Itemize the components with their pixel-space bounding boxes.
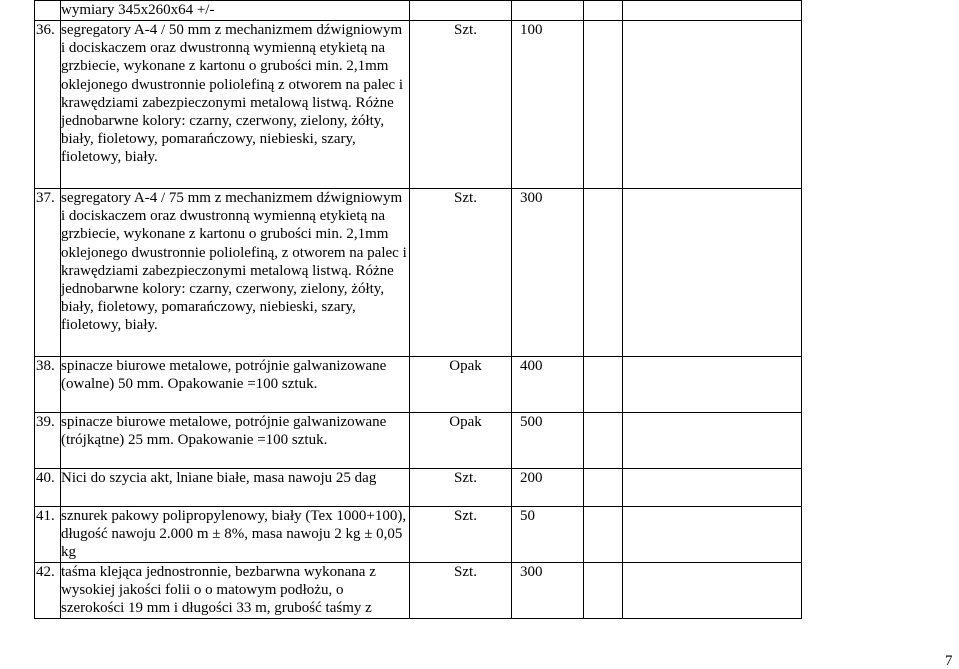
unit-cell: [410, 1, 512, 21]
table-row: [35, 469, 802, 507]
unit-cell: [410, 469, 512, 507]
row-unit: Szt.: [454, 470, 477, 486]
row-quantity: 300: [520, 190, 543, 206]
row-number-cell: [35, 357, 61, 413]
row-description: Nici do szycia akt, lniane białe, masa nawoju 25 dag: [61, 470, 377, 486]
description-cell: [61, 357, 410, 413]
value-cell: [623, 563, 802, 619]
unit-cell: [410, 21, 512, 189]
page-number: 7: [945, 653, 953, 669]
row-quantity: 200: [520, 470, 543, 486]
value-cell: [623, 413, 802, 469]
row-unit: Szt.: [454, 564, 477, 580]
table-row: [35, 563, 802, 619]
value-cell: [623, 507, 802, 563]
value-cell: [623, 189, 802, 357]
row-number-cell: [35, 507, 61, 563]
row-number: 40.: [36, 470, 55, 486]
quantity-cell: [512, 357, 584, 413]
row-number: 39.: [36, 414, 55, 430]
value-cell: [623, 1, 802, 21]
row-number-cell: [35, 1, 61, 21]
row-quantity: 300: [520, 564, 543, 580]
quantity-cell: [512, 21, 584, 189]
description-cell: [61, 413, 410, 469]
table-row: [35, 21, 802, 189]
description-cell: [61, 563, 410, 619]
description-cell: [61, 507, 410, 563]
value-cell: [623, 357, 802, 413]
description-cell: [61, 189, 410, 357]
row-description: taśma klejąca jednostronnie, bezbarwna wykonana z wysokiej jakości folii o o matowym podłożu, o szerokości 19 mm i długości 33 m, grubość taśmy z: [61, 564, 376, 617]
row-number: 41.: [36, 508, 55, 524]
row-quantity: 100: [520, 22, 543, 38]
row-unit: Szt.: [454, 190, 477, 206]
price-cell: [584, 469, 623, 507]
unit-cell: [410, 189, 512, 357]
description-cell: [61, 1, 410, 21]
price-cell: [584, 507, 623, 563]
row-unit: Opak: [449, 414, 482, 430]
table-row: [35, 507, 802, 563]
table-row: [35, 357, 802, 413]
row-number-cell: [35, 413, 61, 469]
quantity-cell: [512, 189, 584, 357]
row-quantity: 50: [520, 508, 535, 524]
unit-cell: [410, 507, 512, 563]
quantity-cell: [512, 413, 584, 469]
unit-cell: [410, 563, 512, 619]
row-description: spinacze biurowe metalowe, potrójnie galwanizowane (trójkątne) 25 mm. Opakowanie =100 sztuk.: [61, 414, 387, 449]
row-quantity: 400: [520, 358, 543, 374]
price-cell: [584, 21, 623, 189]
row-description: segregatory A-4 / 75 mm z mechanizmem dźwigniowym i dociskaczem oraz dwustronną wymienną etykietą na grzbiecie, wykonane z kartonu o grubości min. 2,1mm oklejonego dwustronnie poliolefiną, z otworem na palec i krawędziami zabezpieczonymi metalową listwą. Różne jednobarwne kolory: czarny, czerwony, zielony, żółty, biały, fioletowy, pomarańczowy, niebieski, szary, fioletowy, biały.: [61, 190, 407, 334]
quantity-cell: [512, 1, 584, 21]
value-cell: [623, 469, 802, 507]
row-unit: Szt.: [454, 22, 477, 38]
row-number-cell: [35, 189, 61, 357]
price-cell: [584, 563, 623, 619]
quantity-cell: [512, 507, 584, 563]
row-description: sznurek pakowy polipropylenowy, biały (Tex 1000+100), długość nawoju 2.000 m ± 8%, masa nawoju 2 kg ± 0,05 kg: [61, 508, 407, 561]
row-number: 38.: [36, 358, 55, 374]
table-row: [35, 413, 802, 469]
row-unit: Opak: [449, 358, 482, 374]
unit-cell: [410, 357, 512, 413]
row-number: 42.: [36, 564, 55, 580]
row-unit: Szt.: [454, 508, 477, 524]
quantity-cell: [512, 563, 584, 619]
description-cell: [61, 21, 410, 189]
table-row-continuation: [35, 1, 802, 21]
row-number: 36.: [36, 22, 55, 38]
quantity-cell: [512, 469, 584, 507]
row-description: wymiary 345x260x64 +/-: [61, 2, 215, 18]
value-cell: [623, 21, 802, 189]
row-number: 37.: [36, 190, 55, 206]
unit-cell: [410, 413, 512, 469]
row-number-cell: [35, 21, 61, 189]
row-number-cell: [35, 469, 61, 507]
row-number-cell: [35, 563, 61, 619]
row-description: spinacze biurowe metalowe, potrójnie galwanizowane (owalne) 50 mm. Opakowanie =100 sztuk.: [61, 358, 387, 393]
table-row: [35, 189, 802, 357]
row-quantity: 500: [520, 414, 543, 430]
price-cell: [584, 1, 623, 21]
price-cell: [584, 357, 623, 413]
price-cell: [584, 189, 623, 357]
price-cell: [584, 413, 623, 469]
description-cell: [61, 469, 410, 507]
specification-table: [34, 0, 802, 619]
row-description: segregatory A-4 / 50 mm z mechanizmem dźwigniowym i dociskaczem oraz dwustronną wymienną etykietą na grzbiecie, wykonane z kartonu o grubości min. 2,1mm oklejonego dwustronnie poliolefiną z otworem na palec i krawędziami zabezpieczonymi metalową listwą. Różne jednobarwne kolory: czarny, czerwony, zielony, żółty, biały, fioletowy, pomarańczowy, niebieski, szary, fioletowy, biały.: [61, 22, 403, 166]
